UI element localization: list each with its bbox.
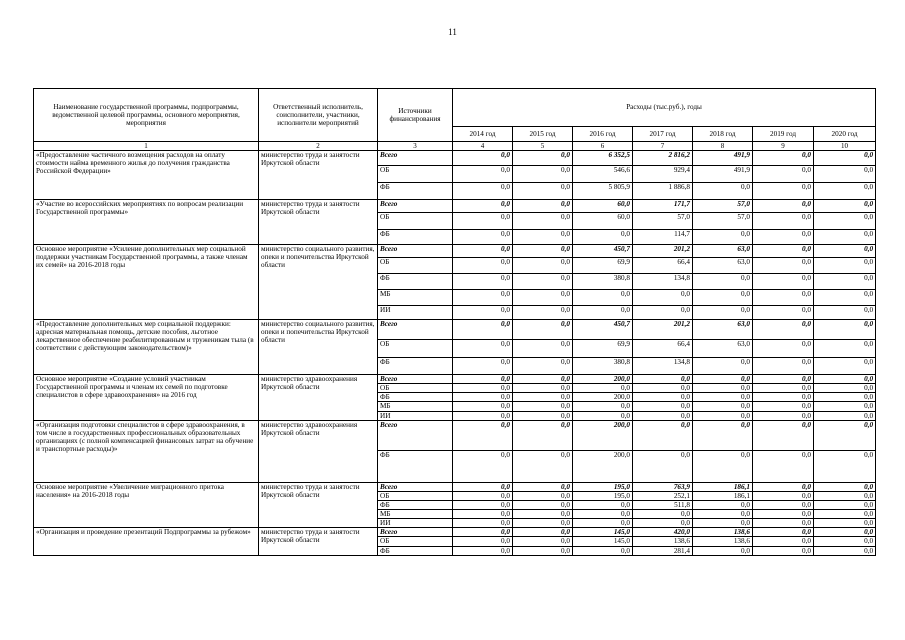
header-year: 2019 год	[753, 127, 814, 142]
expense-value: 0,0	[513, 537, 573, 546]
expense-value: 511,8	[633, 500, 693, 509]
expense-value: 0,0	[513, 290, 573, 306]
expense-value: 145,0	[573, 528, 633, 537]
expense-value: 0,0	[814, 482, 876, 491]
expense-value: 0,0	[453, 537, 513, 546]
expense-value: 0,0	[513, 510, 573, 519]
expense-value: 0,0	[814, 402, 876, 411]
expense-value: 0,0	[753, 320, 814, 340]
column-number: 2	[259, 142, 378, 151]
expense-value: 0,0	[814, 411, 876, 420]
expense-value: 0,0	[453, 183, 513, 200]
expense-value: 0,0	[453, 358, 513, 375]
expense-value: 0,0	[513, 450, 573, 482]
expense-value: 0,0	[453, 320, 513, 340]
expense-value: 63,0	[693, 320, 753, 340]
expense-value: 0,0	[453, 290, 513, 306]
expense-value: 134,8	[633, 358, 693, 375]
expense-value: 0,0	[513, 151, 573, 166]
expense-value: 0,0	[513, 402, 573, 411]
expense-value: 0,0	[753, 358, 814, 375]
expense-value: 0,0	[753, 306, 814, 320]
expense-value: 0,0	[513, 393, 573, 402]
funding-source: Всего	[378, 320, 453, 340]
activity-name: «Организация и проведение презентаций Подпрограммы за рубежом»	[34, 528, 259, 555]
column-number: 5	[513, 142, 573, 151]
expense-value: 200,0	[573, 375, 633, 384]
expense-value: 0,0	[513, 546, 573, 555]
expense-value: 0,0	[513, 258, 573, 274]
expense-value: 0,0	[513, 500, 573, 509]
header-year: 2018 год	[693, 127, 753, 142]
expense-value: 0,0	[453, 411, 513, 420]
expense-value: 0,0	[453, 420, 513, 450]
column-number: 7	[633, 142, 693, 151]
funding-source: ФБ	[378, 450, 453, 482]
expense-value: 0,0	[513, 384, 573, 393]
expense-value: 0,0	[753, 245, 814, 258]
expense-value: 0,0	[513, 491, 573, 500]
expense-value: 0,0	[814, 500, 876, 509]
expense-value: 138,6	[693, 528, 753, 537]
header-year: 2014 год	[453, 127, 513, 142]
funding-source: ФБ	[378, 230, 453, 245]
expense-value: 0,0	[693, 384, 753, 393]
expense-value: 114,7	[633, 230, 693, 245]
expense-value: 57,0	[693, 213, 753, 230]
expense-value: 0,0	[693, 183, 753, 200]
expense-value: 252,1	[633, 491, 693, 500]
expense-value: 0,0	[633, 450, 693, 482]
expense-value: 69,9	[573, 340, 633, 358]
header-year: 2016 год	[573, 127, 633, 142]
expense-value: 0,0	[513, 230, 573, 245]
activity-name: Основное мероприятие «Увеличение миграционного притока населения» на 2016-2018 годы	[34, 482, 259, 528]
expense-value: 201,2	[633, 320, 693, 340]
column-number: 9	[753, 142, 814, 151]
expense-value: 1 886,8	[633, 183, 693, 200]
expense-value: 0,0	[573, 384, 633, 393]
expense-value: 0,0	[753, 510, 814, 519]
expense-value: 0,0	[753, 274, 814, 290]
expense-value: 0,0	[633, 384, 693, 393]
expense-value: 0,0	[753, 290, 814, 306]
expense-value: 0,0	[693, 358, 753, 375]
table-row	[34, 482, 876, 491]
expense-value: 0,0	[513, 519, 573, 528]
funding-source: Всего	[378, 482, 453, 491]
expense-value: 201,2	[633, 245, 693, 258]
expense-value: 0,0	[693, 420, 753, 450]
expense-value: 0,0	[693, 546, 753, 555]
funding-source: ФБ	[378, 500, 453, 509]
expense-value: 491,9	[693, 151, 753, 166]
table-row	[34, 320, 876, 340]
executor-name: министерство труда и занятости Иркутской области	[259, 482, 378, 528]
expense-value: 0,0	[513, 411, 573, 420]
expense-value: 0,0	[693, 230, 753, 245]
expense-value: 0,0	[693, 274, 753, 290]
expense-value: 0,0	[513, 528, 573, 537]
table-row	[34, 151, 876, 166]
table-row	[34, 200, 876, 213]
expense-value: 0,0	[453, 274, 513, 290]
expense-value: 0,0	[753, 411, 814, 420]
table-row	[34, 420, 876, 450]
expense-value: 0,0	[573, 306, 633, 320]
expense-value: 0,0	[633, 420, 693, 450]
expense-value: 0,0	[453, 375, 513, 384]
expense-value: 0,0	[693, 402, 753, 411]
expense-value: 0,0	[693, 510, 753, 519]
expense-value: 0,0	[814, 320, 876, 340]
expense-value: 420,0	[633, 528, 693, 537]
expense-value: 0,0	[513, 358, 573, 375]
expense-value: 0,0	[693, 375, 753, 384]
header-year: 2015 год	[513, 127, 573, 142]
expense-value: 0,0	[753, 151, 814, 166]
expense-value: 0,0	[753, 213, 814, 230]
table-row	[34, 245, 876, 258]
expense-value: 0,0	[753, 258, 814, 274]
expense-value: 0,0	[814, 420, 876, 450]
expense-value: 0,0	[753, 450, 814, 482]
expense-value: 0,0	[693, 519, 753, 528]
expense-value: 0,0	[633, 411, 693, 420]
expense-value: 0,0	[633, 393, 693, 402]
expense-value: 63,0	[693, 340, 753, 358]
expense-value: 0,0	[633, 290, 693, 306]
page-number: 11	[448, 27, 457, 37]
header-year: 2017 год	[633, 127, 693, 142]
activity-name: «Участие во всероссийских мероприятиях по вопросам реализации Государственной программы»	[34, 200, 259, 245]
table-row	[34, 375, 876, 384]
expense-value: 0,0	[453, 306, 513, 320]
activity-name: «Предоставление частичного возмещения расходов на оплату стоимости найма временного жилья до получения гражданства Российской Федерации»	[34, 151, 259, 200]
expense-value: 5 805,9	[573, 183, 633, 200]
expense-value: 0,0	[453, 245, 513, 258]
expense-value: 0,0	[513, 482, 573, 491]
expense-value: 0,0	[814, 166, 876, 183]
funding-source: МБ	[378, 510, 453, 519]
expense-value: 134,8	[633, 274, 693, 290]
expense-value: 0,0	[814, 491, 876, 500]
expense-value: 0,0	[753, 230, 814, 245]
expense-value: 0,0	[633, 510, 693, 519]
expense-value: 450,7	[573, 245, 633, 258]
expense-value: 0,0	[814, 290, 876, 306]
expense-value: 0,0	[693, 450, 753, 482]
expense-value: 0,0	[814, 384, 876, 393]
expense-value: 195,0	[573, 482, 633, 491]
expense-value: 57,0	[693, 200, 753, 213]
funding-source: ФБ	[378, 183, 453, 200]
funding-source: ОБ	[378, 340, 453, 358]
expense-value: 66,4	[633, 258, 693, 274]
expense-value: 0,0	[753, 420, 814, 450]
expense-value: 491,9	[693, 166, 753, 183]
funding-source: ОБ	[378, 537, 453, 546]
expense-value: 0,0	[573, 230, 633, 245]
expense-value: 0,0	[573, 519, 633, 528]
expense-value: 0,0	[633, 519, 693, 528]
expense-value: 0,0	[753, 183, 814, 200]
expense-value: 281,4	[633, 546, 693, 555]
expense-value: 2 816,2	[633, 151, 693, 166]
expense-value: 0,0	[753, 375, 814, 384]
funding-source: МБ	[378, 290, 453, 306]
expense-value: 0,0	[513, 420, 573, 450]
expense-value: 0,0	[513, 320, 573, 340]
funding-source: Всего	[378, 528, 453, 537]
budget-table-body	[34, 151, 876, 556]
column-numbers-row	[34, 142, 876, 151]
funding-source: Всего	[378, 200, 453, 213]
expense-value: 0,0	[453, 491, 513, 500]
expense-value: 0,0	[693, 393, 753, 402]
expense-value: 0,0	[693, 411, 753, 420]
executor-name: министерство труда и занятости Иркутской области	[259, 528, 378, 555]
header-year: 2020 год	[814, 127, 876, 142]
expense-value: 0,0	[814, 510, 876, 519]
executor-name: министерство труда и занятости Иркутской области	[259, 200, 378, 245]
expense-value: 186,1	[693, 482, 753, 491]
expense-value: 0,0	[513, 213, 573, 230]
expense-value: 0,0	[753, 537, 814, 546]
expense-value: 0,0	[453, 402, 513, 411]
expense-value: 0,0	[513, 375, 573, 384]
column-number: 10	[814, 142, 876, 151]
expense-value: 60,0	[573, 213, 633, 230]
executor-name: министерство труда и занятости Иркутской области	[259, 151, 378, 200]
funding-source: ОБ	[378, 491, 453, 500]
expense-value: 69,9	[573, 258, 633, 274]
expense-value: 0,0	[753, 500, 814, 509]
header-name-column: Наименование государственной программы, подпрограммы, ведомственной целевой программы, основного мероприятия, мероприятия	[34, 89, 259, 142]
column-number: 6	[573, 142, 633, 151]
funding-source: ОБ	[378, 213, 453, 230]
expense-value: 0,0	[753, 528, 814, 537]
expense-value: 0,0	[513, 340, 573, 358]
activity-name: Основное мероприятие «Создание условий участникам Государственной программы и членам их семей по подготовке специалистов в сфере здравоохранения» на 2016 год	[34, 375, 259, 421]
expense-value: 0,0	[573, 290, 633, 306]
activity-name: «Предоставление дополнительных мер социальной поддержки: адресная материальная помощь, детские пособия, льготное лекарственное обеспечение реабилитированным и труженикам тыла (в соответствии с действующим законодательством)»	[34, 320, 259, 375]
table-row	[34, 528, 876, 537]
expense-value: 0,0	[814, 245, 876, 258]
expense-value: 0,0	[453, 258, 513, 274]
expense-value: 0,0	[573, 411, 633, 420]
header-expenses: Расходы (тыс.руб.), годы	[453, 89, 876, 127]
expense-value: 200,0	[573, 420, 633, 450]
expense-value: 0,0	[453, 500, 513, 509]
column-number: 1	[34, 142, 259, 151]
expense-value: 138,6	[693, 537, 753, 546]
expense-value: 0,0	[573, 510, 633, 519]
funding-source: ИИ	[378, 306, 453, 320]
expense-value: 0,0	[814, 258, 876, 274]
expense-value: 0,0	[814, 230, 876, 245]
expense-value: 0,0	[633, 375, 693, 384]
funding-source: Всего	[378, 245, 453, 258]
expense-value: 0,0	[753, 393, 814, 402]
expense-value: 0,0	[753, 519, 814, 528]
expense-value: 0,0	[453, 151, 513, 166]
funding-source: ИИ	[378, 519, 453, 528]
expense-value: 0,0	[453, 482, 513, 491]
expense-value: 0,0	[513, 306, 573, 320]
expense-value: 0,0	[753, 340, 814, 358]
expense-value: 138,6	[633, 537, 693, 546]
expense-value: 0,0	[814, 274, 876, 290]
expense-value: 0,0	[753, 491, 814, 500]
expense-value: 0,0	[453, 230, 513, 245]
funding-source: ФБ	[378, 546, 453, 555]
expense-value: 380,8	[573, 274, 633, 290]
expense-value: 0,0	[753, 546, 814, 555]
column-number: 4	[453, 142, 513, 151]
expense-value: 0,0	[814, 450, 876, 482]
expense-value: 0,0	[573, 546, 633, 555]
expense-value: 0,0	[814, 340, 876, 358]
expense-value: 195,0	[573, 491, 633, 500]
expense-value: 0,0	[753, 200, 814, 213]
column-number: 8	[693, 142, 753, 151]
expense-value: 450,7	[573, 320, 633, 340]
column-number: 3	[378, 142, 453, 151]
expense-value: 0,0	[453, 213, 513, 230]
expense-value: 0,0	[814, 528, 876, 537]
funding-source: ОБ	[378, 166, 453, 183]
funding-source: ИИ	[378, 411, 453, 420]
expense-value: 0,0	[453, 200, 513, 213]
expense-value: 0,0	[453, 519, 513, 528]
budget-table	[33, 88, 876, 556]
expense-value: 0,0	[453, 340, 513, 358]
expense-value: 0,0	[814, 546, 876, 555]
expense-value: 0,0	[753, 384, 814, 393]
expense-value: 0,0	[814, 393, 876, 402]
executor-name: министерство социального развития, опеки и попечительства Иркутской области	[259, 320, 378, 375]
expense-value: 0,0	[513, 200, 573, 213]
expense-value: 171,7	[633, 200, 693, 213]
expense-value: 0,0	[814, 200, 876, 213]
expense-value: 0,0	[693, 306, 753, 320]
expense-value: 0,0	[453, 528, 513, 537]
funding-source: ФБ	[378, 274, 453, 290]
funding-source: ОБ	[378, 258, 453, 274]
header-executor-column: Ответственный исполнитель, соисполнители, участники, исполнители мероприятий	[259, 89, 378, 142]
expense-value: 0,0	[814, 537, 876, 546]
expense-value: 0,0	[513, 183, 573, 200]
expense-value: 6 352,5	[573, 151, 633, 166]
expense-value: 0,0	[453, 384, 513, 393]
expense-value: 763,9	[633, 482, 693, 491]
expense-value: 0,0	[814, 183, 876, 200]
expense-value: 0,0	[693, 500, 753, 509]
funding-source: МБ	[378, 402, 453, 411]
expense-value: 57,0	[633, 213, 693, 230]
expense-value: 546,6	[573, 166, 633, 183]
funding-source: ФБ	[378, 393, 453, 402]
expense-value: 0,0	[513, 274, 573, 290]
expense-value: 380,8	[573, 358, 633, 375]
executor-name: министерство здравоохранения Иркутской области	[259, 375, 378, 421]
expense-value: 0,0	[453, 510, 513, 519]
expense-value: 200,0	[573, 393, 633, 402]
expense-value: 0,0	[453, 393, 513, 402]
funding-source: ОБ	[378, 384, 453, 393]
expense-value: 0,0	[453, 166, 513, 183]
expense-value: 0,0	[753, 166, 814, 183]
expense-value: 0,0	[453, 546, 513, 555]
executor-name: министерство здравоохранения Иркутской области	[259, 420, 378, 482]
expense-value: 0,0	[633, 306, 693, 320]
expense-value: 145,0	[573, 537, 633, 546]
header-source-column: Источники финансирования	[378, 89, 453, 142]
expense-value: 929,4	[633, 166, 693, 183]
expense-value: 0,0	[814, 213, 876, 230]
expense-value: 0,0	[573, 500, 633, 509]
expense-value: 0,0	[814, 306, 876, 320]
expense-value: 0,0	[693, 290, 753, 306]
expense-value: 0,0	[573, 402, 633, 411]
funding-source: ФБ	[378, 358, 453, 375]
expense-value: 0,0	[633, 402, 693, 411]
executor-name: министерство социального развития, опеки и попечительства Иркутской области	[259, 245, 378, 320]
expense-value: 0,0	[814, 358, 876, 375]
activity-name: «Организация подготовки специалистов в сфере здравоохранения, в том числе в государственных профессиональных образовательных организациях (с полной компенсацией финансовых затрат на обучение и транспортные расходы)»	[34, 420, 259, 482]
expense-value: 63,0	[693, 258, 753, 274]
expense-value: 0,0	[753, 402, 814, 411]
expense-value: 0,0	[513, 245, 573, 258]
expense-value: 60,0	[573, 200, 633, 213]
funding-source: Всего	[378, 375, 453, 384]
expense-value: 0,0	[513, 166, 573, 183]
expense-value: 0,0	[753, 482, 814, 491]
expense-value: 0,0	[814, 519, 876, 528]
funding-source: Всего	[378, 151, 453, 166]
expense-value: 66,4	[633, 340, 693, 358]
expense-value: 0,0	[453, 450, 513, 482]
expense-value: 186,1	[693, 491, 753, 500]
activity-name: Основное мероприятие «Усиление дополнительных мер социальной поддержки участникам Государственной программы, а также членам их семей» на 2016-2018 годы	[34, 245, 259, 320]
expense-value: 0,0	[814, 151, 876, 166]
funding-source: Всего	[378, 420, 453, 450]
expense-value: 0,0	[814, 375, 876, 384]
expense-value: 200,0	[573, 450, 633, 482]
expense-value: 63,0	[693, 245, 753, 258]
